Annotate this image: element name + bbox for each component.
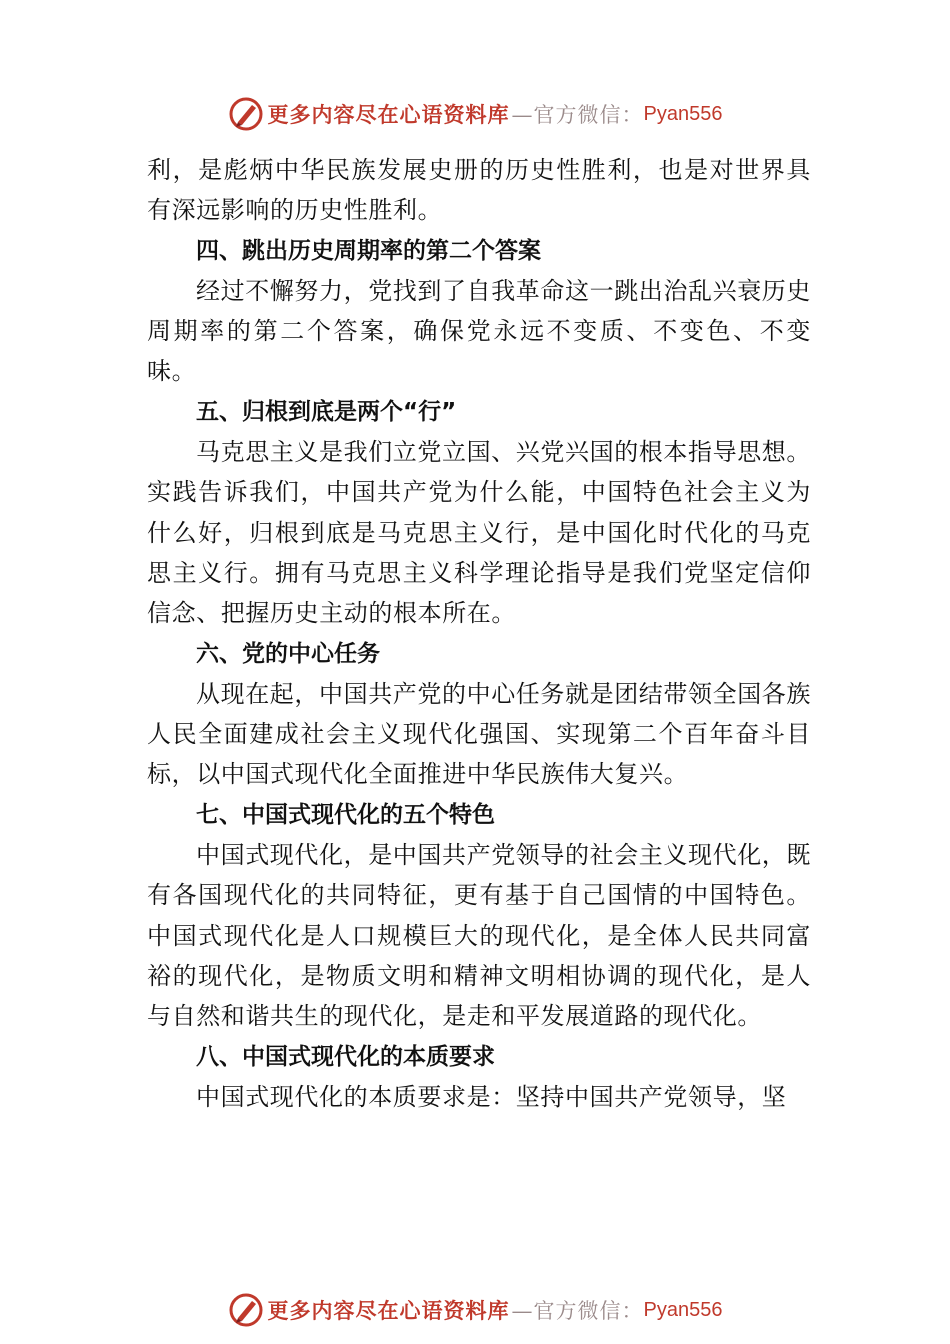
paragraph-4: 经过不懈努力，党找到了自我革命这一跳出治乱兴衰历史周期率的第二个答案，确保党永远不变质、不变色、不变味。 xyxy=(147,276,811,386)
section-heading-5: 五、归根到底是两个“行” xyxy=(196,398,457,425)
banner-wechat-id: Pyan556 xyxy=(643,1298,723,1321)
paragraph-6: 从现在起，中国共产党的中心任务就是团结带领全国各族人民全面建成社会主义现代化强国、实现第二个百年奋斗目标，以中国式现代化全面推进中华民族伟大复兴。 xyxy=(147,679,811,789)
banner-separator: —官方微信： xyxy=(511,1299,644,1323)
banner-title: 更多内容尽在心语资料库 xyxy=(267,1298,510,1323)
banner-title: 更多内容尽在心语资料库 xyxy=(267,102,510,127)
section-heading-4: 四、跳出历史周期率的第二个答案 xyxy=(196,237,541,264)
header-banner xyxy=(0,94,950,134)
pen-logo-icon xyxy=(228,1292,264,1328)
section-heading-7: 七、中国式现代化的五个特色 xyxy=(196,801,495,828)
footer-banner xyxy=(0,1290,950,1330)
paragraph-continued: 利，是彪炳中华民族发展史册的历史性胜利，也是对世界具有深远影响的历史性胜利。 xyxy=(147,156,811,225)
pen-logo-icon xyxy=(228,96,264,132)
paragraph-8: 中国式现代化的本质要求是：坚持中国共产党领导，坚 xyxy=(196,1082,787,1111)
section-heading-6: 六、党的中心任务 xyxy=(196,640,380,667)
banner-separator: —官方微信： xyxy=(511,103,644,127)
document-body xyxy=(147,150,811,1117)
banner-wechat-id: Pyan556 xyxy=(643,102,723,125)
paragraph-5: 马克思主义是我们立党立国、兴党兴国的根本指导思想。实践告诉我们，中国共产党为什么能，中国特色社会主义为什么好，归根到底是马克思主义行，是中国化时代化的马克思主义行。拥有马克思主义科学理论指导是我们党坚定信仰信念、把握历史主动的根本所在。 xyxy=(147,438,811,628)
paragraph-7: 中国式现代化，是中国共产党领导的社会主义现代化，既有各国现代化的共同特征，更有基于自己国情的中国特色。中国式现代化是人口规模巨大的现代化，是全体人民共同富裕的现代化，是物质文明和精神文明相协调的现代化，是人与自然和谐共生的现代化，是走和平发展道路的现代化。 xyxy=(147,841,811,1031)
section-heading-8: 八、中国式现代化的本质要求 xyxy=(196,1043,495,1070)
